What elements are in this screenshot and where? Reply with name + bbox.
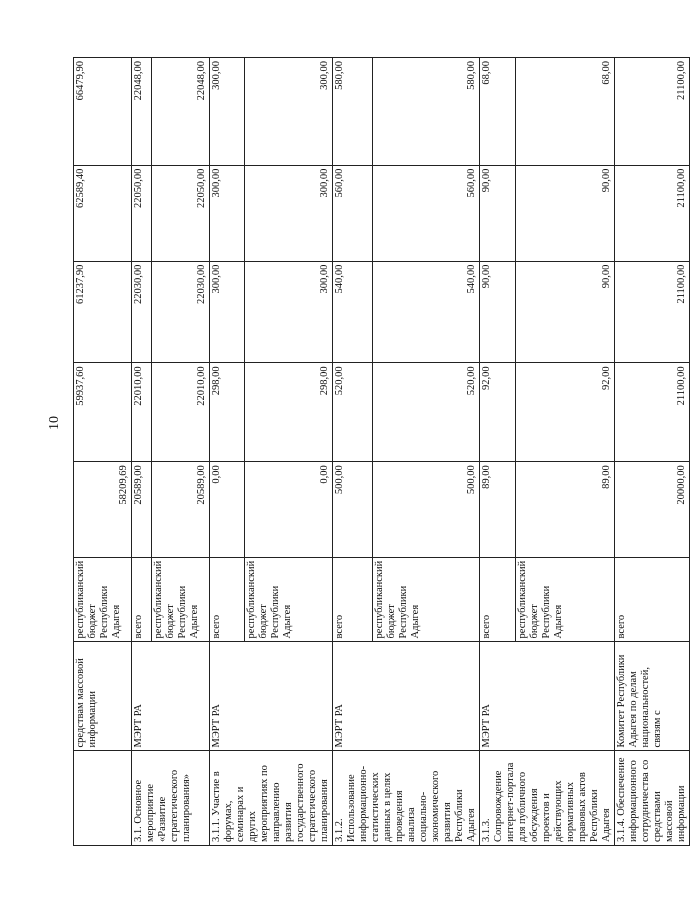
cell-value: 90,00 — [516, 261, 615, 363]
cell-value: 20000,00 — [615, 462, 690, 558]
cell-value: 62589,40 — [74, 165, 132, 261]
cell-value: 560,00 — [373, 165, 480, 261]
cell-value: 520,00 — [373, 363, 480, 462]
cell-value: 22048,00 — [132, 58, 152, 166]
budget-table — [73, 57, 690, 846]
rotated-table-wrapper — [73, 57, 687, 846]
cell-source: всего — [132, 558, 152, 642]
cell-value: 61237,90 — [74, 261, 132, 363]
table-row — [74, 58, 132, 846]
cell-value: 22030,00 — [132, 261, 152, 363]
cell-value: 500,00 — [333, 462, 373, 558]
cell-value: 58209,69 — [74, 462, 132, 558]
cell-value: 90,00 — [480, 261, 516, 363]
cell-executor: МЭРТ РА — [333, 642, 480, 751]
table-row — [615, 58, 690, 846]
cell-value: 68,00 — [480, 58, 516, 166]
cell-value: 22050,00 — [152, 165, 210, 261]
cell-source: республиканский бюджет Республики Адыгея — [373, 558, 480, 642]
cell-name: 3.1. Основное мероприятие «Развитие стратегического планирования» — [132, 751, 210, 846]
cell-value: 300,00 — [244, 165, 332, 261]
cell-value: 22050,00 — [132, 165, 152, 261]
cell-value: 21100,00 — [615, 58, 690, 166]
cell-source: республиканский бюджет Республики Адыгея — [152, 558, 210, 642]
cell-name: 3.1.1. Участие в форумах, семинарах и других мероприятиях по направлению развития государственного стратегического планирования — [210, 751, 333, 846]
table-row — [333, 58, 373, 846]
table-row — [480, 58, 516, 846]
cell-value: 20589,00 — [132, 462, 152, 558]
cell-value: 300,00 — [210, 261, 245, 363]
cell-value: 89,00 — [480, 462, 516, 558]
cell-value: 298,00 — [244, 363, 332, 462]
cell-value: 92,00 — [480, 363, 516, 462]
cell-value: 90,00 — [516, 165, 615, 261]
cell-value: 300,00 — [244, 58, 332, 166]
cell-source: республиканский бюджет Республики Адыгея — [74, 558, 132, 642]
cell-value: 300,00 — [210, 165, 245, 261]
cell-value: 540,00 — [373, 261, 480, 363]
cell-value: 66479,90 — [74, 58, 132, 166]
cell-value: 300,00 — [210, 58, 245, 166]
cell-value: 68,00 — [516, 58, 615, 166]
cell-value: 92,00 — [516, 363, 615, 462]
cell-executor: МЭРТ РА — [480, 642, 615, 751]
cell-value: 500,00 — [373, 462, 480, 558]
cell-value: 21100,00 — [615, 363, 690, 462]
cell-name: 3.1.2. Использование информационно-статистических данных в целях проведения анализа социально-экономического развития Республики Адыгея — [333, 751, 480, 846]
table-row — [132, 58, 152, 846]
cell-value: 20589,00 — [152, 462, 210, 558]
cell-value: 580,00 — [373, 58, 480, 166]
cell-value: 0,00 — [210, 462, 245, 558]
cell-value: 0,00 — [244, 462, 332, 558]
cell-value: 22030,00 — [152, 261, 210, 363]
cell-value: 22010,00 — [132, 363, 152, 462]
table-row — [210, 58, 245, 846]
page-number: 10 — [47, 416, 62, 430]
cell-source: республиканский бюджет Республики Адыгея — [516, 558, 615, 642]
cell-source: всего — [333, 558, 373, 642]
cell-executor: средствам массовой информации — [74, 642, 132, 751]
cell-executor: МЭРТ РА — [132, 642, 210, 751]
cell-name: 3.1.4. Обеспечение информационного сотрудничества со средствами массовой информации — [615, 751, 690, 846]
cell-value: 540,00 — [333, 261, 373, 363]
cell-value: 22010,00 — [152, 363, 210, 462]
cell-value: 560,00 — [333, 165, 373, 261]
cell-value: 580,00 — [333, 58, 373, 166]
cell-executor: Комитет Республики Адыгея по делам национальностей, связям с — [615, 642, 690, 751]
cell-name: 3.1.3. Сопровождение интернет-портала для публичного обсуждения проектов и действующих нормативных правовых актов Республики Адыгея — [480, 751, 615, 846]
cell-value: 59937,60 — [74, 363, 132, 462]
cell-source: всего — [615, 558, 690, 642]
cell-value: 298,00 — [210, 363, 245, 462]
cell-source: всего — [210, 558, 245, 642]
cell-name — [74, 751, 132, 846]
cell-source: всего — [480, 558, 516, 642]
cell-value: 22048,00 — [152, 58, 210, 166]
cell-value: 300,00 — [244, 261, 332, 363]
cell-value: 89,00 — [516, 462, 615, 558]
cell-source: республиканский бюджет Республики Адыгея — [244, 558, 332, 642]
cell-value: 21100,00 — [615, 165, 690, 261]
cell-value: 520,00 — [333, 363, 373, 462]
cell-value: 90,00 — [480, 165, 516, 261]
cell-value: 21100,00 — [615, 261, 690, 363]
cell-executor: МЭРТ РА — [210, 642, 333, 751]
